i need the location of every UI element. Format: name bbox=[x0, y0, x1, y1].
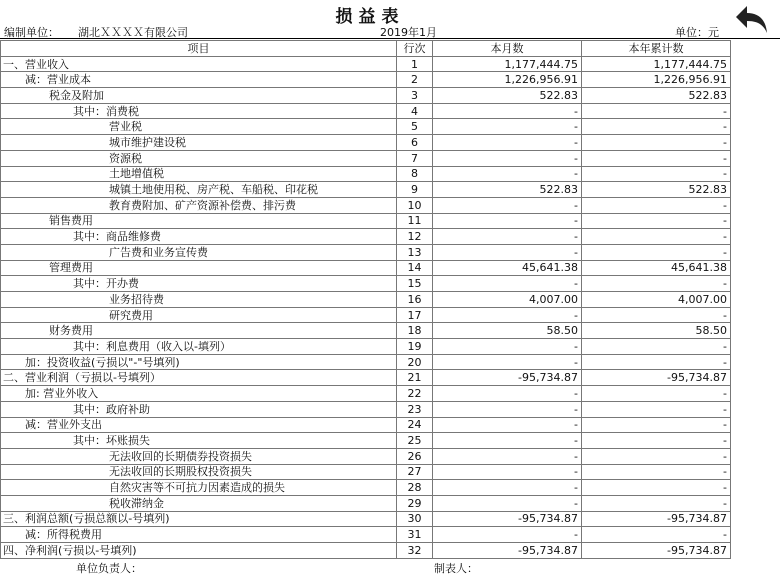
row-item-label: 财务费用 bbox=[1, 323, 397, 339]
table-row bbox=[1, 354, 731, 370]
row-ytd-value: - bbox=[582, 119, 731, 135]
row-line-number: 7 bbox=[397, 150, 433, 166]
row-item-label: 管理费用 bbox=[1, 260, 397, 276]
row-line-number: 15 bbox=[397, 276, 433, 292]
row-month-value: - bbox=[433, 448, 582, 464]
table-row bbox=[1, 260, 731, 276]
table-row bbox=[1, 135, 731, 151]
row-ytd-value: - bbox=[582, 150, 731, 166]
table-row bbox=[1, 56, 731, 72]
column-header-ytd: 本年累计数 bbox=[582, 41, 731, 57]
table-row bbox=[1, 323, 731, 339]
back-arrow-icon[interactable] bbox=[733, 2, 773, 36]
row-line-number: 24 bbox=[397, 417, 433, 433]
preparer-label: 制表人： bbox=[434, 562, 478, 575]
row-item-label: 其中：商品维修费 bbox=[1, 229, 397, 245]
report-title: 损益表 bbox=[335, 7, 405, 27]
row-month-value: - bbox=[433, 229, 582, 245]
row-month-value: -95,734.87 bbox=[433, 543, 582, 559]
row-line-number: 4 bbox=[397, 103, 433, 119]
person-in-charge-label: 单位负责人： bbox=[76, 562, 142, 575]
row-line-number: 22 bbox=[397, 386, 433, 402]
row-month-value: 522.83 bbox=[433, 88, 582, 104]
row-month-value: 58.50 bbox=[433, 323, 582, 339]
row-item-label: 土地增值税 bbox=[1, 166, 397, 182]
table-row bbox=[1, 401, 731, 417]
company-label: 编制单位： bbox=[4, 26, 59, 39]
row-line-number: 32 bbox=[397, 543, 433, 559]
table-header-row bbox=[1, 41, 731, 57]
table-row bbox=[1, 276, 731, 292]
row-ytd-value: 4,007.00 bbox=[582, 292, 731, 308]
row-item-label: 一、营业收入 bbox=[1, 56, 397, 72]
row-ytd-value: - bbox=[582, 103, 731, 119]
row-ytd-value: - bbox=[582, 401, 731, 417]
row-month-value: - bbox=[433, 244, 582, 260]
row-item-label: 减：营业成本 bbox=[1, 72, 397, 88]
row-line-number: 3 bbox=[397, 88, 433, 104]
row-ytd-value: 1,177,444.75 bbox=[582, 56, 731, 72]
row-item-label: 其中：开办费 bbox=[1, 276, 397, 292]
table-row bbox=[1, 292, 731, 308]
row-item-label: 城镇土地使用税、房产税、车船税、印花税 bbox=[1, 182, 397, 198]
row-item-label: 广告费和业务宣传费 bbox=[1, 244, 397, 260]
row-line-number: 25 bbox=[397, 433, 433, 449]
row-month-value: 1,226,956.91 bbox=[433, 72, 582, 88]
row-ytd-value: - bbox=[582, 417, 731, 433]
row-line-number: 20 bbox=[397, 354, 433, 370]
table-row bbox=[1, 72, 731, 88]
row-item-label: 四、净利润(亏损以-号填列) bbox=[1, 543, 397, 559]
row-ytd-value: 522.83 bbox=[582, 182, 731, 198]
row-line-number: 8 bbox=[397, 166, 433, 182]
row-line-number: 31 bbox=[397, 527, 433, 543]
row-item-label: 城市维护建设税 bbox=[1, 135, 397, 151]
row-month-value: - bbox=[433, 464, 582, 480]
row-line-number: 10 bbox=[397, 197, 433, 213]
table-row bbox=[1, 244, 731, 260]
income-statement-table bbox=[0, 40, 731, 559]
table-row bbox=[1, 229, 731, 245]
row-item-label: 其中：利息费用（收入以-填列） bbox=[1, 339, 397, 355]
row-ytd-value: - bbox=[582, 307, 731, 323]
report-period: 2019年1月 bbox=[380, 26, 437, 39]
table-row bbox=[1, 464, 731, 480]
row-ytd-value: - bbox=[582, 433, 731, 449]
row-ytd-value: - bbox=[582, 197, 731, 213]
row-month-value: - bbox=[433, 527, 582, 543]
row-line-number: 23 bbox=[397, 401, 433, 417]
row-month-value: - bbox=[433, 495, 582, 511]
row-item-label: 无法收回的长期股权投资损失 bbox=[1, 464, 397, 480]
row-line-number: 11 bbox=[397, 213, 433, 229]
row-ytd-value: - bbox=[582, 448, 731, 464]
row-ytd-value: -95,734.87 bbox=[582, 543, 731, 559]
header-divider bbox=[0, 38, 780, 39]
column-header-no: 行次 bbox=[397, 41, 433, 57]
row-item-label: 自然灾害等不可抗力因素造成的损失 bbox=[1, 480, 397, 496]
row-ytd-value: - bbox=[582, 354, 731, 370]
row-ytd-value: - bbox=[582, 229, 731, 245]
row-line-number: 30 bbox=[397, 511, 433, 527]
row-month-value: - bbox=[433, 401, 582, 417]
row-ytd-value: - bbox=[582, 135, 731, 151]
company-name: 湖北ＸＸＸＸ有限公司 bbox=[78, 26, 188, 39]
row-line-number: 1 bbox=[397, 56, 433, 72]
row-month-value: - bbox=[433, 135, 582, 151]
table-row bbox=[1, 495, 731, 511]
row-item-label: 教育费附加、矿产资源补偿费、排污费 bbox=[1, 197, 397, 213]
table-row bbox=[1, 448, 731, 464]
row-ytd-value: - bbox=[582, 480, 731, 496]
row-ytd-value: 1,226,956.91 bbox=[582, 72, 731, 88]
row-item-label: 减：所得税费用 bbox=[1, 527, 397, 543]
table-row bbox=[1, 103, 731, 119]
row-item-label: 加: 营业外收入 bbox=[1, 386, 397, 402]
row-ytd-value: 58.50 bbox=[582, 323, 731, 339]
row-month-value: - bbox=[433, 166, 582, 182]
row-ytd-value: -95,734.87 bbox=[582, 370, 731, 386]
row-item-label: 研究费用 bbox=[1, 307, 397, 323]
row-month-value: - bbox=[433, 103, 582, 119]
row-ytd-value: - bbox=[582, 339, 731, 355]
row-ytd-value: - bbox=[582, 527, 731, 543]
table-row bbox=[1, 417, 731, 433]
row-ytd-value: -95,734.87 bbox=[582, 511, 731, 527]
row-item-label: 减：营业外支出 bbox=[1, 417, 397, 433]
row-line-number: 27 bbox=[397, 464, 433, 480]
table-row bbox=[1, 119, 731, 135]
row-line-number: 2 bbox=[397, 72, 433, 88]
row-item-label: 二、营业利润（亏损以-号填列） bbox=[1, 370, 397, 386]
unit-label: 单位：元 bbox=[675, 26, 719, 39]
table-row bbox=[1, 543, 731, 559]
row-item-label: 其中：消费税 bbox=[1, 103, 397, 119]
row-month-value: - bbox=[433, 354, 582, 370]
row-ytd-value: - bbox=[582, 244, 731, 260]
row-ytd-value: - bbox=[582, 166, 731, 182]
row-ytd-value: - bbox=[582, 495, 731, 511]
table-row bbox=[1, 88, 731, 104]
row-month-value: - bbox=[433, 307, 582, 323]
row-month-value: -95,734.87 bbox=[433, 511, 582, 527]
row-month-value: - bbox=[433, 433, 582, 449]
row-line-number: 17 bbox=[397, 307, 433, 323]
row-item-label: 加：投资收益(亏损以"-"号填列) bbox=[1, 354, 397, 370]
row-item-label: 营业税 bbox=[1, 119, 397, 135]
row-line-number: 13 bbox=[397, 244, 433, 260]
table-row bbox=[1, 213, 731, 229]
row-month-value: 45,641.38 bbox=[433, 260, 582, 276]
table-row bbox=[1, 150, 731, 166]
row-line-number: 18 bbox=[397, 323, 433, 339]
row-month-value: 4,007.00 bbox=[433, 292, 582, 308]
table-row bbox=[1, 197, 731, 213]
table-row bbox=[1, 511, 731, 527]
row-ytd-value: - bbox=[582, 386, 731, 402]
row-item-label: 税金及附加 bbox=[1, 88, 397, 104]
row-ytd-value: 522.83 bbox=[582, 88, 731, 104]
row-item-label: 资源税 bbox=[1, 150, 397, 166]
row-item-label: 无法收回的长期债券投资损失 bbox=[1, 448, 397, 464]
row-item-label: 其中：政府补助 bbox=[1, 401, 397, 417]
row-line-number: 9 bbox=[397, 182, 433, 198]
row-item-label: 三、利润总额(亏损总额以-号填列) bbox=[1, 511, 397, 527]
table-row bbox=[1, 182, 731, 198]
row-month-value: 522.83 bbox=[433, 182, 582, 198]
row-line-number: 6 bbox=[397, 135, 433, 151]
row-line-number: 28 bbox=[397, 480, 433, 496]
table-row bbox=[1, 480, 731, 496]
table-row bbox=[1, 370, 731, 386]
row-ytd-value: - bbox=[582, 276, 731, 292]
row-line-number: 5 bbox=[397, 119, 433, 135]
row-item-label: 其中：坏账损失 bbox=[1, 433, 397, 449]
table-row bbox=[1, 433, 731, 449]
table-row bbox=[1, 307, 731, 323]
table-row bbox=[1, 339, 731, 355]
table-row bbox=[1, 166, 731, 182]
row-line-number: 16 bbox=[397, 292, 433, 308]
row-line-number: 14 bbox=[397, 260, 433, 276]
row-line-number: 29 bbox=[397, 495, 433, 511]
row-line-number: 26 bbox=[397, 448, 433, 464]
row-line-number: 21 bbox=[397, 370, 433, 386]
row-month-value: - bbox=[433, 480, 582, 496]
row-month-value: - bbox=[433, 417, 582, 433]
row-ytd-value: - bbox=[582, 213, 731, 229]
row-ytd-value: - bbox=[582, 464, 731, 480]
row-month-value: - bbox=[433, 213, 582, 229]
table-row bbox=[1, 386, 731, 402]
table-row bbox=[1, 527, 731, 543]
row-item-label: 业务招待费 bbox=[1, 292, 397, 308]
row-month-value: - bbox=[433, 150, 582, 166]
row-month-value: - bbox=[433, 197, 582, 213]
row-line-number: 12 bbox=[397, 229, 433, 245]
row-month-value: - bbox=[433, 386, 582, 402]
column-header-month: 本月数 bbox=[433, 41, 582, 57]
row-line-number: 19 bbox=[397, 339, 433, 355]
row-month-value: - bbox=[433, 339, 582, 355]
row-item-label: 销售费用 bbox=[1, 213, 397, 229]
row-month-value: -95,734.87 bbox=[433, 370, 582, 386]
row-month-value: 1,177,444.75 bbox=[433, 56, 582, 72]
row-month-value: - bbox=[433, 276, 582, 292]
row-month-value: - bbox=[433, 119, 582, 135]
column-header-item: 项目 bbox=[1, 41, 397, 57]
row-item-label: 税收滞纳金 bbox=[1, 495, 397, 511]
row-ytd-value: 45,641.38 bbox=[582, 260, 731, 276]
